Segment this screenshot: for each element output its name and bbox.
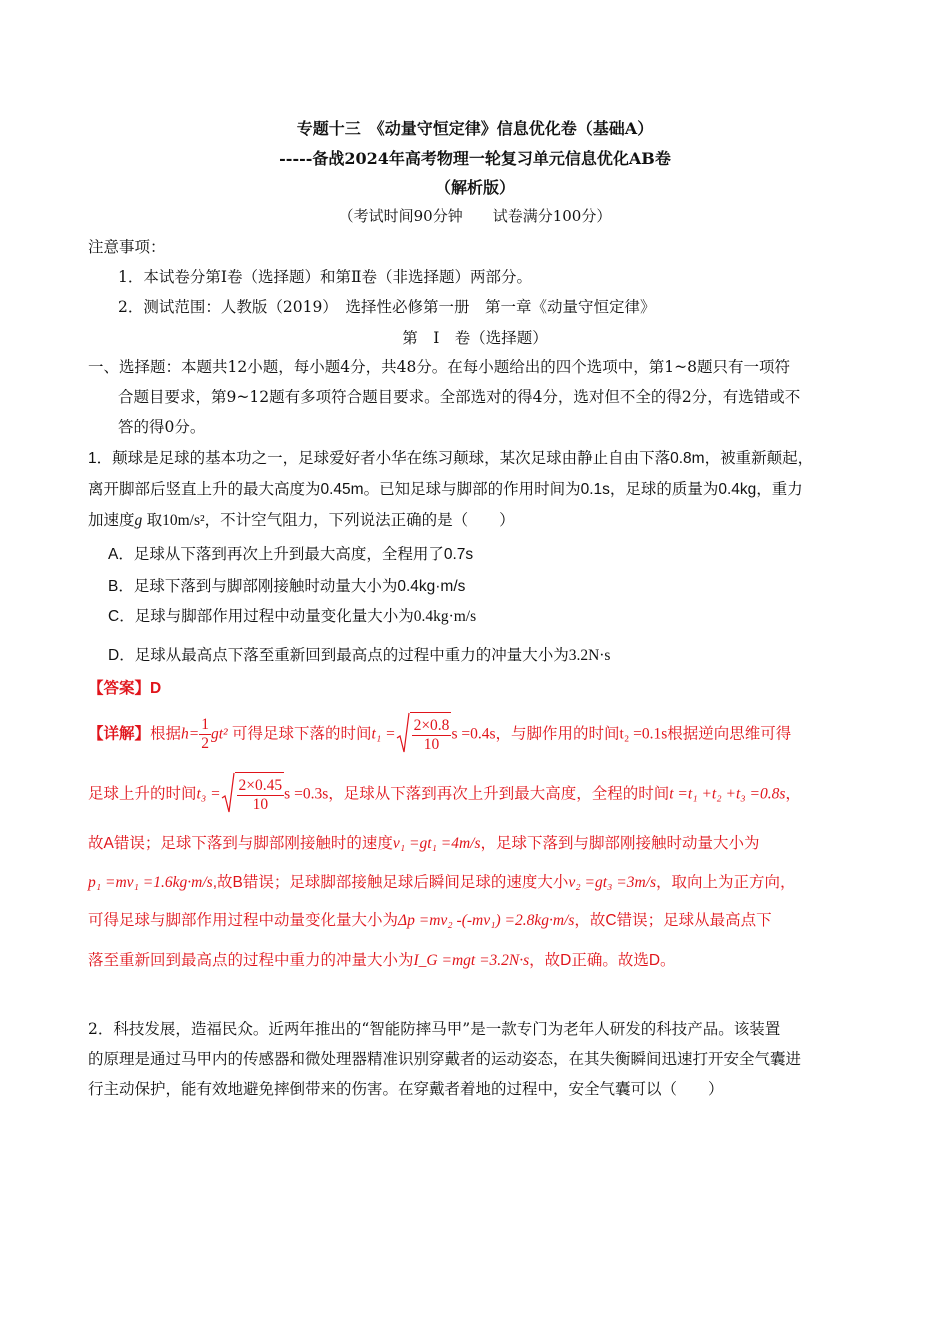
q1-detail-text: 根据 [150, 725, 182, 743]
q1-detail-line [88, 872, 868, 894]
q1-stem-line: 离开脚部后竖直上升的最大高度为0.45m。已知足球与脚部的作用时间为0.1s，足球的质量为0.4kg，重力 [88, 481, 803, 498]
q1-formula: t₃ = [196, 785, 221, 803]
q1-formula: v₁ =gt₁ =4m/s [392, 835, 481, 852]
q1-fraction [199, 716, 211, 753]
q1-sqrt [396, 712, 452, 757]
q1-symbol-g: g [134, 512, 143, 529]
volume-title: 第 Ⅰ 卷（选择题） [402, 329, 548, 347]
fraction-denominator: 10 [423, 735, 440, 753]
q1-option-c [108, 606, 888, 628]
q1-stem-line: 1．颠球是足球的基本功之一，足球爱好者小华在练习颠球，某次足球由静止自由下落0.8m，被重新颠起， [88, 450, 814, 467]
q1-formula: v₂ =gt₃ =3m/s [568, 874, 657, 891]
q1-gravity-value: 10m/s² [162, 512, 205, 529]
q1-detail-text: 足球上升的时间 [88, 785, 197, 803]
fraction-denominator: 10 [252, 795, 269, 813]
q1-sqrt [221, 772, 285, 817]
q1-detail-text: ，与脚作用的时间 [495, 725, 620, 743]
sqrt-radical-icon [396, 712, 410, 754]
q1-detail-text: 可得足球与脚部作用过程中动量变化量大小为 [88, 912, 399, 929]
q1-formula: s =0.4s [451, 725, 496, 743]
q1-formula: I_G =mgt =3.2N·s [413, 952, 530, 969]
doc-edition: （解析版） [434, 178, 515, 197]
q1-detail-text: ，足球从下落到再次上升到最大高度，全程的时间 [328, 785, 670, 803]
q1-text: 加速度 [88, 512, 135, 529]
fraction-denominator: 2 [201, 735, 209, 752]
q1-formula: s =0.3s [284, 785, 329, 803]
q1-option-d-text: D．足球从最高点下落至重新回到最高点的过程中重力的冲量大小为 [108, 647, 569, 664]
q1-detail-label: 【详解】 [88, 725, 151, 743]
q1-detail-text: 可得足球下落的时间 [227, 725, 372, 743]
q1-detail-text: ， [785, 785, 801, 803]
q1-detail-text: ，故C错误；足球从最高点下 [574, 912, 772, 929]
fraction-numerator: 2×0.8 [413, 716, 450, 734]
q1-formula: h= [181, 725, 200, 743]
q1-detail-text: ，足球下落到与脚部刚接触时动量大小为 [480, 835, 760, 852]
q1-detail-line [88, 772, 868, 816]
notes-heading: 注意事项： [88, 238, 166, 256]
section-intro-line: 合题目要求，第9~12题有多项符合题目要求。全部选对的得4分，选对但不全的得2分，有选错或不 [118, 388, 801, 406]
q1-text: ，不计空气阻力，下列说法正确的是（ ） [204, 512, 515, 529]
q1-text: 取 [142, 512, 163, 529]
q1-option-c-text: C．足球与脚部作用过程中动量变化量大小为 [108, 608, 414, 625]
q1-detail-text: ，取向上为正方向， [656, 874, 796, 891]
sqrt-radical-icon [221, 772, 235, 814]
q1-detail-text: ,故B错误；足球脚部接触足球后瞬间足球的速度大小 [212, 874, 569, 891]
q1-detail-line [88, 712, 868, 756]
q1-answer: 【答案】D [88, 680, 162, 697]
notes-item-2: 2．测试范围：人教版（2019） 选择性必修第一册 第一章《动量守恒定律》 [118, 298, 656, 316]
doc-subtitle: -----备战2024年高考物理一轮复习单元信息优化AB卷 [279, 149, 671, 168]
q1-detail-line [88, 910, 868, 932]
q1-formula: p₁ =mv₁ =1.6kg·m/s [88, 874, 213, 891]
fraction-numerator: 1 [201, 716, 209, 733]
q1-detail-text: 落至重新回到最高点的过程中重力的冲量大小为 [88, 952, 414, 969]
q1-stem-line [88, 510, 868, 532]
q1-option-b: B．足球下落到与脚部刚接触时动量大小为0.4kg·m/s [108, 578, 466, 595]
q1-option-d-value: 3.2N·s [568, 647, 611, 664]
q2-stem-line: 行主动保护，能有效地避免摔倒带来的伤害。在穿戴者着地的过程中，安全气囊可以（ ） [88, 1080, 724, 1098]
q1-option-d [108, 645, 888, 667]
section-intro-line: 一、选择题：本题共12小题，每小题4分，共48分。在每小题给出的四个选项中，第1~8题只有一项符 [88, 358, 791, 376]
q1-detail-line [88, 950, 868, 972]
q1-formula: t₂ =0.1s [619, 725, 668, 743]
q1-detail-text: 根据逆向思维可得 [667, 725, 792, 743]
doc-title: 专题十三 《动量守恒定律》信息优化卷（基础A） [296, 119, 654, 138]
q1-detail-text: 故A错误；足球下落到与脚部刚接触时的速度 [88, 835, 393, 852]
exam-info: （考试时间90分钟 试卷满分100分） [338, 207, 612, 225]
q1-formula: gt² [211, 725, 228, 743]
fraction-numerator: 2×0.45 [238, 776, 283, 794]
q1-option-c-value: 0.4kg·m/s [413, 608, 477, 625]
q1-formula: t =t₁ +t₂ +t₃ =0.8s [669, 785, 786, 803]
q1-formula: t₁ = [371, 725, 396, 743]
q2-stem-line: 2．科技发展，造福民众。近两年推出的“智能防摔马甲”是一款专门为老年人研发的科技产品。该装置 [88, 1020, 781, 1038]
section-intro-line: 答的得0分。 [118, 418, 206, 436]
q1-formula: Δp =mv₂ -(-mv₁) =2.8kg·m/s [398, 912, 575, 929]
q2-stem-line: 的原理是通过马甲内的传感器和微处理器精准识别穿戴者的运动姿态，在其失衡瞬间迅速打开安全气囊进 [88, 1050, 802, 1068]
q1-detail-text: ，故D正确。故选D。 [529, 952, 676, 969]
q1-option-a: A．足球从下落到再次上升到最大高度，全程用了0.7s [108, 546, 474, 563]
q1-detail-line [88, 833, 868, 855]
notes-item-1: 1．本试卷分第Ⅰ卷（选择题）和第Ⅱ卷（非选择题）两部分。 [118, 268, 533, 286]
